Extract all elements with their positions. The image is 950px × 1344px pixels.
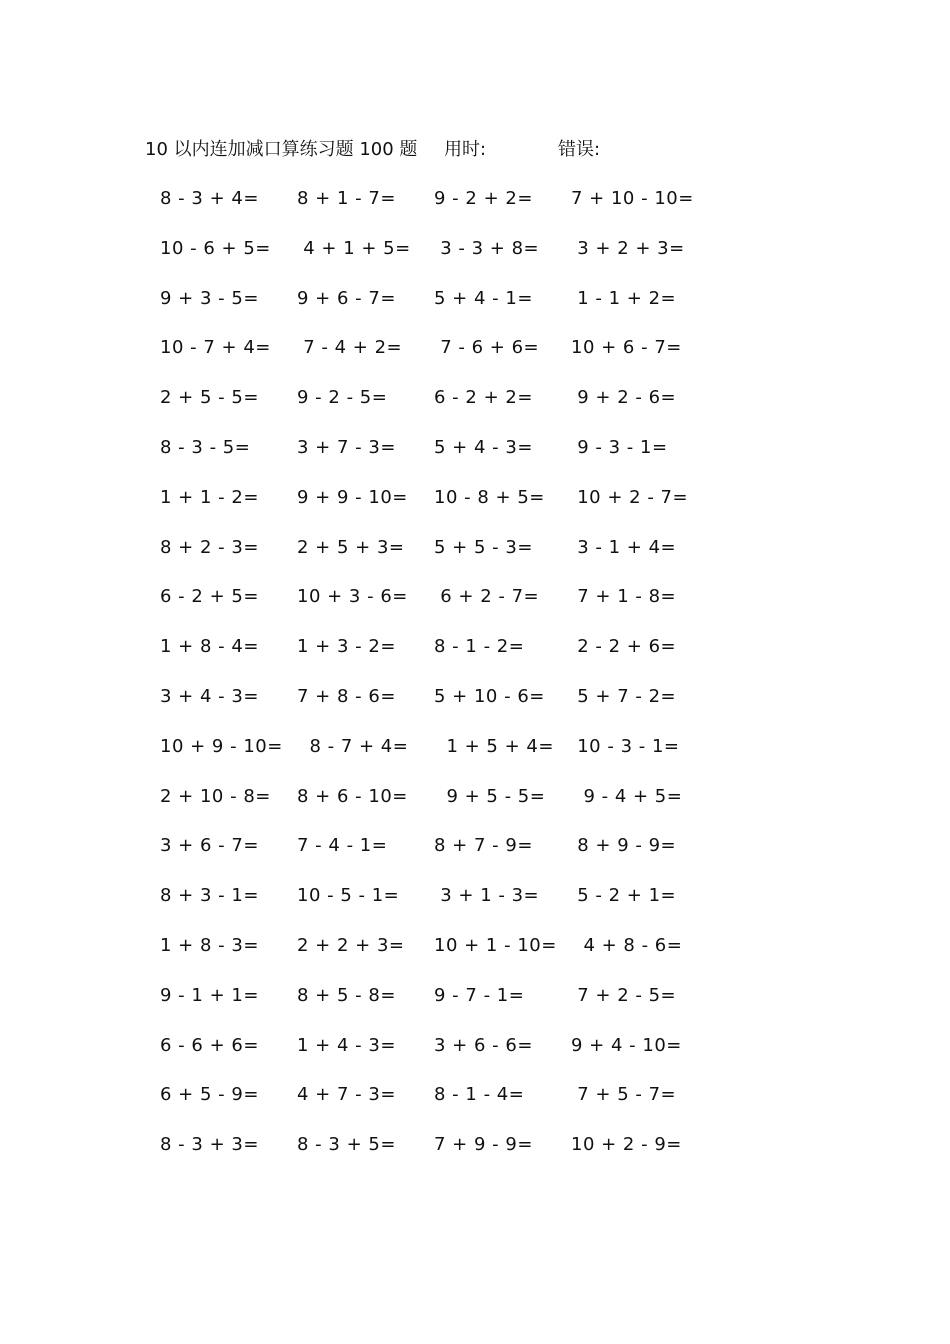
problem-item: 7 - 4 + 2=: [297, 337, 403, 359]
problem-item: 1 + 1 - 2=: [160, 486, 259, 508]
problem-item: 9 + 5 - 5=: [434, 785, 546, 807]
problem-item: 9 + 4 - 10=: [571, 1034, 682, 1056]
problem-row: [140, 285, 700, 335]
problem-item: 3 - 3 + 8=: [434, 237, 540, 259]
problem-item: 10 + 1 - 10=: [434, 934, 557, 956]
problem-item: 3 - 1 + 4=: [571, 536, 677, 558]
problem-item: 1 - 1 + 2=: [571, 287, 677, 309]
problem-item: 10 + 6 - 7=: [571, 337, 682, 359]
problem-item: 7 - 6 + 6=: [434, 337, 540, 359]
problem-row: [140, 783, 700, 833]
problem-item: 8 - 3 + 4=: [160, 188, 259, 209]
problem-item: 4 + 1 + 5=: [297, 237, 411, 259]
problem-row: [140, 1081, 700, 1131]
problem-row: [140, 235, 700, 285]
problem-grid: [140, 185, 700, 1181]
problem-row: [140, 932, 700, 982]
problem-item: 9 - 7 - 1=: [434, 984, 525, 1006]
problem-item: 3 + 1 - 3=: [434, 885, 540, 907]
problem-item: 6 + 5 - 9=: [160, 1084, 259, 1106]
problem-item: 8 - 1 - 2=: [434, 636, 525, 658]
problem-item: 8 + 6 - 10=: [297, 785, 408, 807]
problem-item: 8 + 3 - 1=: [160, 885, 259, 907]
problem-item: 9 + 3 - 5=: [160, 287, 259, 309]
problem-item: 8 - 3 - 5=: [160, 436, 251, 458]
time-used-label: 用时:: [444, 139, 487, 160]
problem-item: 7 + 9 - 9=: [434, 1134, 533, 1156]
problem-item: 7 + 2 - 5=: [571, 984, 677, 1006]
problem-item: 1 + 4 - 3=: [297, 1034, 396, 1056]
problem-row: [140, 484, 700, 534]
problem-item: 8 + 1 - 7=: [297, 188, 396, 209]
problem-item: 10 + 2 - 9=: [571, 1134, 682, 1156]
problem-row: [140, 534, 700, 584]
problem-item: 9 - 2 - 5=: [297, 387, 388, 409]
problem-item: 6 - 6 + 6=: [160, 1034, 259, 1056]
worksheet-header: [145, 137, 845, 163]
problem-row: [140, 1131, 700, 1181]
problem-item: 7 + 10 - 10=: [571, 188, 694, 209]
problem-item: 10 - 5 - 1=: [297, 885, 400, 907]
problem-item: 10 + 2 - 7=: [571, 486, 689, 508]
problem-item: 9 + 6 - 7=: [297, 287, 396, 309]
problem-item: 2 + 5 + 3=: [297, 536, 405, 558]
problem-item: 8 + 5 - 8=: [297, 984, 396, 1006]
problem-row: [140, 982, 700, 1032]
problem-item: 8 - 3 + 5=: [297, 1134, 396, 1156]
problem-item: 2 + 2 + 3=: [297, 934, 405, 956]
problem-item: 5 + 4 - 3=: [434, 436, 533, 458]
problem-item: 5 + 10 - 6=: [434, 685, 545, 707]
problem-row: [140, 633, 700, 683]
problem-item: 6 + 2 - 7=: [434, 586, 540, 608]
problem-item: 3 + 6 - 6=: [434, 1034, 533, 1056]
problem-item: 9 + 9 - 10=: [297, 486, 408, 508]
problem-item: 9 - 3 - 1=: [571, 436, 668, 458]
problem-item: 10 + 9 - 10=: [160, 735, 283, 757]
problem-item: 7 + 5 - 7=: [571, 1084, 677, 1106]
problem-item: 7 + 1 - 8=: [571, 586, 677, 608]
problem-item: 2 + 10 - 8=: [160, 785, 271, 807]
problem-item: 6 - 2 + 2=: [434, 387, 533, 409]
problem-item: 3 + 6 - 7=: [160, 835, 259, 857]
problem-item: 1 + 5 + 4=: [434, 735, 554, 757]
problem-row: [140, 733, 700, 783]
problem-row: [140, 434, 700, 484]
problem-row: [140, 1032, 700, 1082]
problem-item: 1 + 8 - 4=: [160, 636, 259, 658]
problem-item: 8 - 1 - 4=: [434, 1084, 525, 1106]
problem-item: 5 + 7 - 2=: [571, 685, 677, 707]
problem-item: 10 - 7 + 4=: [160, 337, 271, 359]
problem-item: 9 - 4 + 5=: [571, 785, 683, 807]
problem-row: [140, 334, 700, 384]
problem-item: 10 - 8 + 5=: [434, 486, 545, 508]
problem-item: 10 - 3 - 1=: [571, 735, 680, 757]
problem-item: 5 + 5 - 3=: [434, 536, 533, 558]
problem-item: 8 + 2 - 3=: [160, 536, 259, 558]
problem-item: 10 - 6 + 5=: [160, 237, 271, 259]
problem-item: 7 + 8 - 6=: [297, 685, 396, 707]
problem-item: 9 - 1 + 1=: [160, 984, 259, 1006]
problem-item: 8 - 7 + 4=: [297, 735, 409, 757]
problem-row: [140, 384, 700, 434]
problem-item: 8 + 9 - 9=: [571, 835, 677, 857]
problem-item: 8 + 7 - 9=: [434, 835, 533, 857]
problem-item: 4 + 8 - 6=: [571, 934, 683, 956]
problem-item: 3 + 2 + 3=: [571, 237, 685, 259]
problem-item: 5 - 2 + 1=: [571, 885, 677, 907]
problem-item: 9 - 2 + 2=: [434, 188, 533, 209]
worksheet-title: 10 以内连加减口算练习题 100 题: [145, 139, 418, 160]
problem-item: 1 + 8 - 3=: [160, 934, 259, 956]
problem-row: [140, 882, 700, 932]
problem-item: 3 + 4 - 3=: [160, 685, 259, 707]
problem-item: 10 + 3 - 6=: [297, 586, 408, 608]
problem-item: 6 - 2 + 5=: [160, 586, 259, 608]
problem-row: [140, 832, 700, 882]
problem-row: [140, 583, 700, 633]
problem-row: [140, 185, 700, 235]
problem-item: 8 - 3 + 3=: [160, 1134, 259, 1156]
problem-item: 1 + 3 - 2=: [297, 636, 396, 658]
errors-label: 错误:: [558, 139, 601, 160]
problem-item: 2 + 5 - 5=: [160, 387, 259, 409]
problem-item: 4 + 7 - 3=: [297, 1084, 396, 1106]
problem-row: [140, 683, 700, 733]
problem-item: 9 + 2 - 6=: [571, 387, 677, 409]
problem-item: 5 + 4 - 1=: [434, 287, 533, 309]
problem-item: 7 - 4 - 1=: [297, 835, 388, 857]
problem-item: 3 + 7 - 3=: [297, 436, 396, 458]
problem-item: 2 - 2 + 6=: [571, 636, 677, 658]
